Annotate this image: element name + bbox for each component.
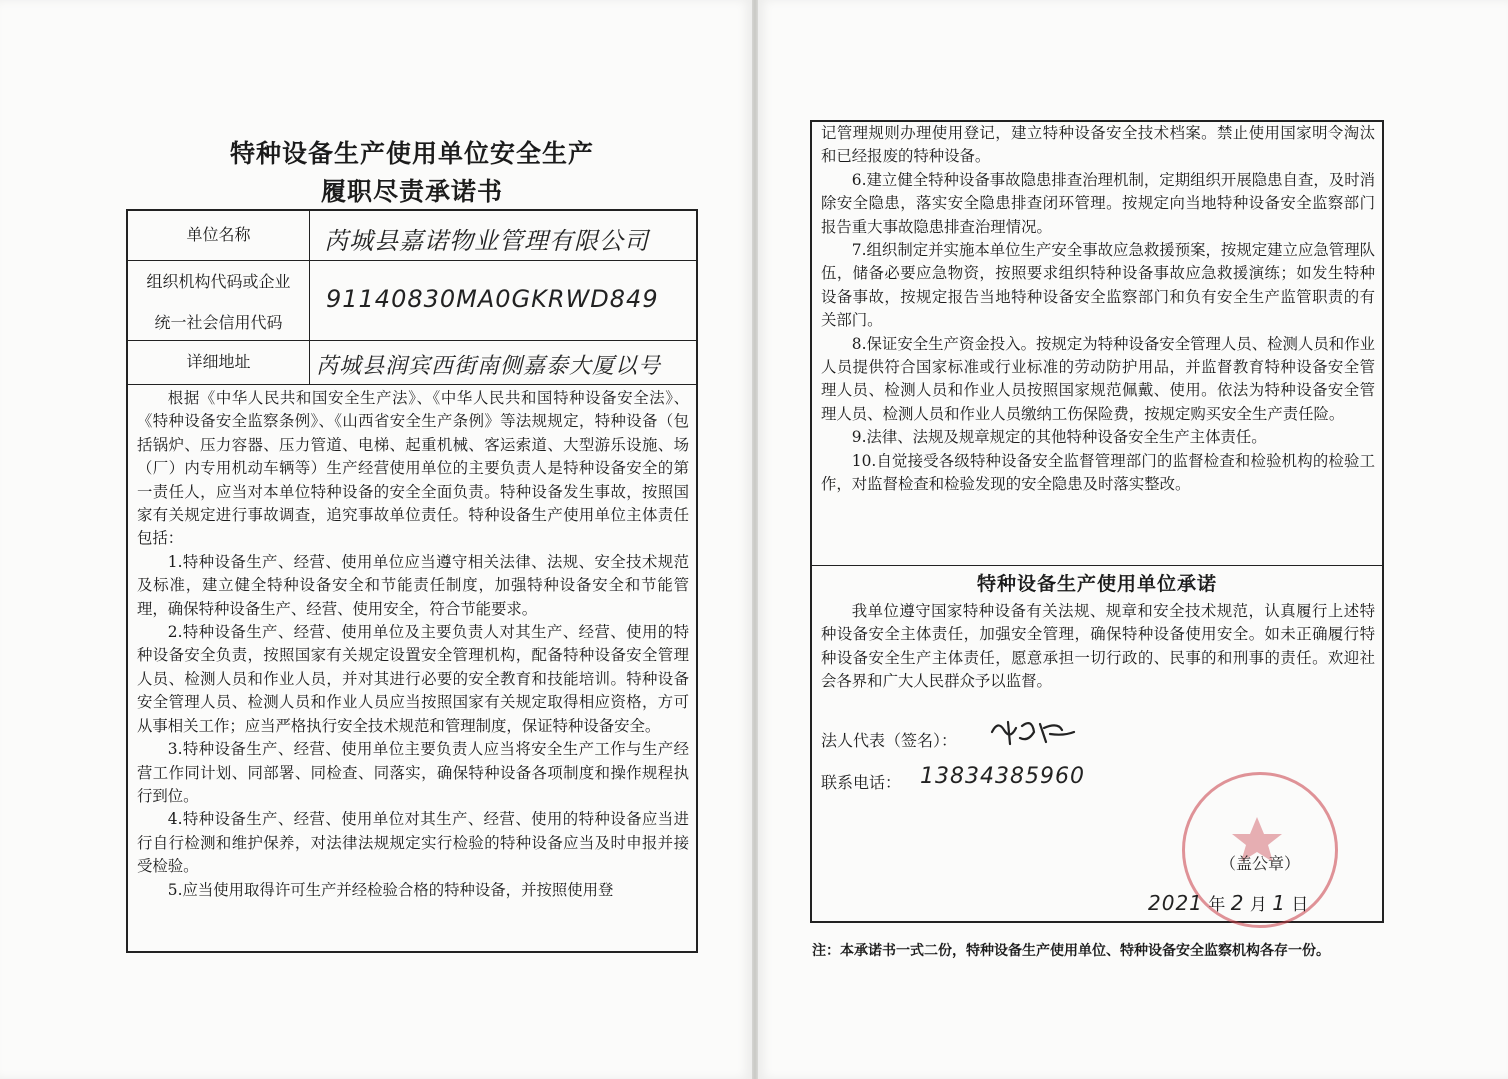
commitment-paragraph [821, 600, 1375, 694]
item-5-end: 记管理规则办理使用登记，建立特种设备安全技术档案。禁止使用国家明令淘汰和已经报废的特种设备。 [821, 124, 1375, 166]
item-4: 4.特种设备生产、经营、使用单位对其生产、经营、使用的特种设备应当进行自行检测和维护保养，对法律法规规定实行检验的特种设备应当及时申报并接受检验。 [137, 810, 689, 876]
section-divider [812, 565, 1382, 566]
item-3: 3.特种设备生产、经营、使用单位主要负责人应当将安全生产工作与生产经营工作同计划、同部署、同检查、同落实，确保特种设备各项制度和操作规程执行到位。 [137, 740, 689, 805]
unit-name-row [128, 211, 696, 261]
stamp-label: （盖公章） [1219, 854, 1300, 873]
left-page [0, 0, 752, 1079]
code-label-line2: 统一社会信用代码 [154, 313, 283, 332]
date-month: 2 [1230, 891, 1245, 915]
credit-code-value: 91140830MA0GKRWD849 [326, 285, 659, 313]
date-month-unit: 月 [1249, 895, 1267, 915]
code-label-cell [128, 261, 310, 340]
item-6: 6.建立健全特种设备事故隐患排查治理机制，定期组织开展隐患自查，及时消除安全隐患，落实安全隐患排查闭环管理。按规定向当地特种设备安全监察部门报告重大事故隐患排查治理情况。 [821, 170, 1375, 236]
responsibility-text-continued [821, 122, 1375, 497]
item-7: 7.组织制定并实施本单位生产安全事故应急救援预案，按规定建立应急管理队伍，储备必要应急物资，按照要求组织特种设备事故应急救援演练；如发生特种设备事故，按规定报告当地特种设备安全监察部门和负有安全生产监管职责的有关部门。 [821, 241, 1375, 330]
commitment-date [1148, 890, 1308, 915]
address-value: 芮城县润宾西街南侧嘉泰大厦以号 [316, 354, 662, 379]
phone-label: 联系电话： [821, 773, 902, 792]
code-row [128, 261, 696, 341]
address-cell [312, 341, 696, 384]
item-10: 10.自觉接受各级特种设备安全监督管理部门的监督检查和检验机构的检验工作，对监督检查和检验发现的安全隐患及时落实整改。 [821, 451, 1375, 494]
address-label: 详细地址 [128, 341, 310, 384]
commitment-title: 特种设备生产使用单位承诺 [976, 573, 1217, 595]
code-label-line1: 组织机构代码或企业 [146, 272, 291, 291]
intro-paragraph: 根据《中华人民共和国安全生产法》、《中华人民共和国特种设备安全法》、《特种设备安全监察条例》、《山西省安全生产条例》等法规规定，特种设备（包括锅炉、压力容器、压力管道、电梯、起重机械、客运索道、大型游乐设施、场（厂）内专用机动车辆等）生产经营使用单位的主要负责人是特种设备安全的第一责任人，应当对本单位特种设备的安全全面负责。特种设备发生事故，按照国家有关规定进行事故调查，追究事故单位责任。特种设备生产使用单位主体责任包括： [137, 389, 689, 548]
code-cell [312, 261, 696, 340]
document-title-line2: 履职尽责承诺书 [320, 177, 503, 206]
unit-name-cell [312, 211, 696, 260]
commitment-form-table [126, 209, 698, 953]
date-day-unit: 日 [1291, 895, 1309, 915]
item-1: 1.特种设备生产、经营、使用单位应当遵守相关法律、法规、安全技术规范及标准，建立健全特种设备安全和节能责任制度，加强特种设备安全和节能管理，确保特种设备生产、经营、使用安全，符合节能要求。 [137, 552, 689, 618]
document-title-line1: 特种设备生产使用单位安全生产 [229, 139, 594, 168]
date-day: 1 [1272, 891, 1286, 915]
footer-note: 注：本承诺书一式二份，特种设备生产使用单位、特种设备安全监察机构各存一份。 [812, 943, 1330, 959]
responsibility-text [137, 387, 689, 902]
item-8: 8.保证安全生产资金投入。按规定为特种设备安全管理人员、检测人员和作业人员提供符合国家标准或行业标准的劳动防护用品，并监督教育特种设备安全管理人员、检测人员和作业人员按照国家规范佩戴、使用。依法为特种设备安全管理人员、检测人员和作业人员缴纳工伤保险费，按规定购买安全生产责任险。 [821, 334, 1375, 423]
date-year-unit: 年 [1208, 895, 1226, 915]
commitment-text: 我单位遵守国家特种设备有关法规、规章和安全技术规范，认真履行上述特种设备安全主体责任，加强安全管理，确保特种设备使用安全。如未正确履行特种设备安全生产主体责任，愿意承担一切行政的、民事的和刑事的责任。欢迎社会各界和广大人民群众予以监督。 [821, 602, 1375, 691]
item-9: 9.法律、法规及规章规定的其他特种设备安全生产主体责任。 [851, 428, 1267, 447]
item-2: 2.特种设备生产、经营、使用单位及主要负责人对其生产、经营、使用的特种设备安全负责，按照国家有关规定设置安全管理机构，配备特种设备安全管理人员、检测人员和作业人员，并对其进行必要的安全教育和技能培训。特种设备安全管理人员、检测人员和作业人员应当按照国家有关规定取得相应资格，方可从事相关工作；应当严格执行安全技术规范和管理制度，保证特种设备安全。 [137, 623, 689, 735]
commitment-continuation-table [810, 120, 1384, 923]
date-year: 2021 [1148, 891, 1203, 915]
address-row [128, 341, 696, 385]
phone-value: 13834385960 [920, 764, 1085, 789]
item-5-start: 5.应当使用取得许可生产并经检验合格的特种设备，并按照使用登 [167, 880, 614, 899]
unit-name-label: 单位名称 [128, 211, 310, 260]
legal-rep-label: 法人代表（签名）： [821, 731, 958, 750]
legal-rep-signature [988, 714, 1078, 750]
unit-name-value: 芮城县嘉诺物业管理有限公司 [324, 227, 649, 255]
